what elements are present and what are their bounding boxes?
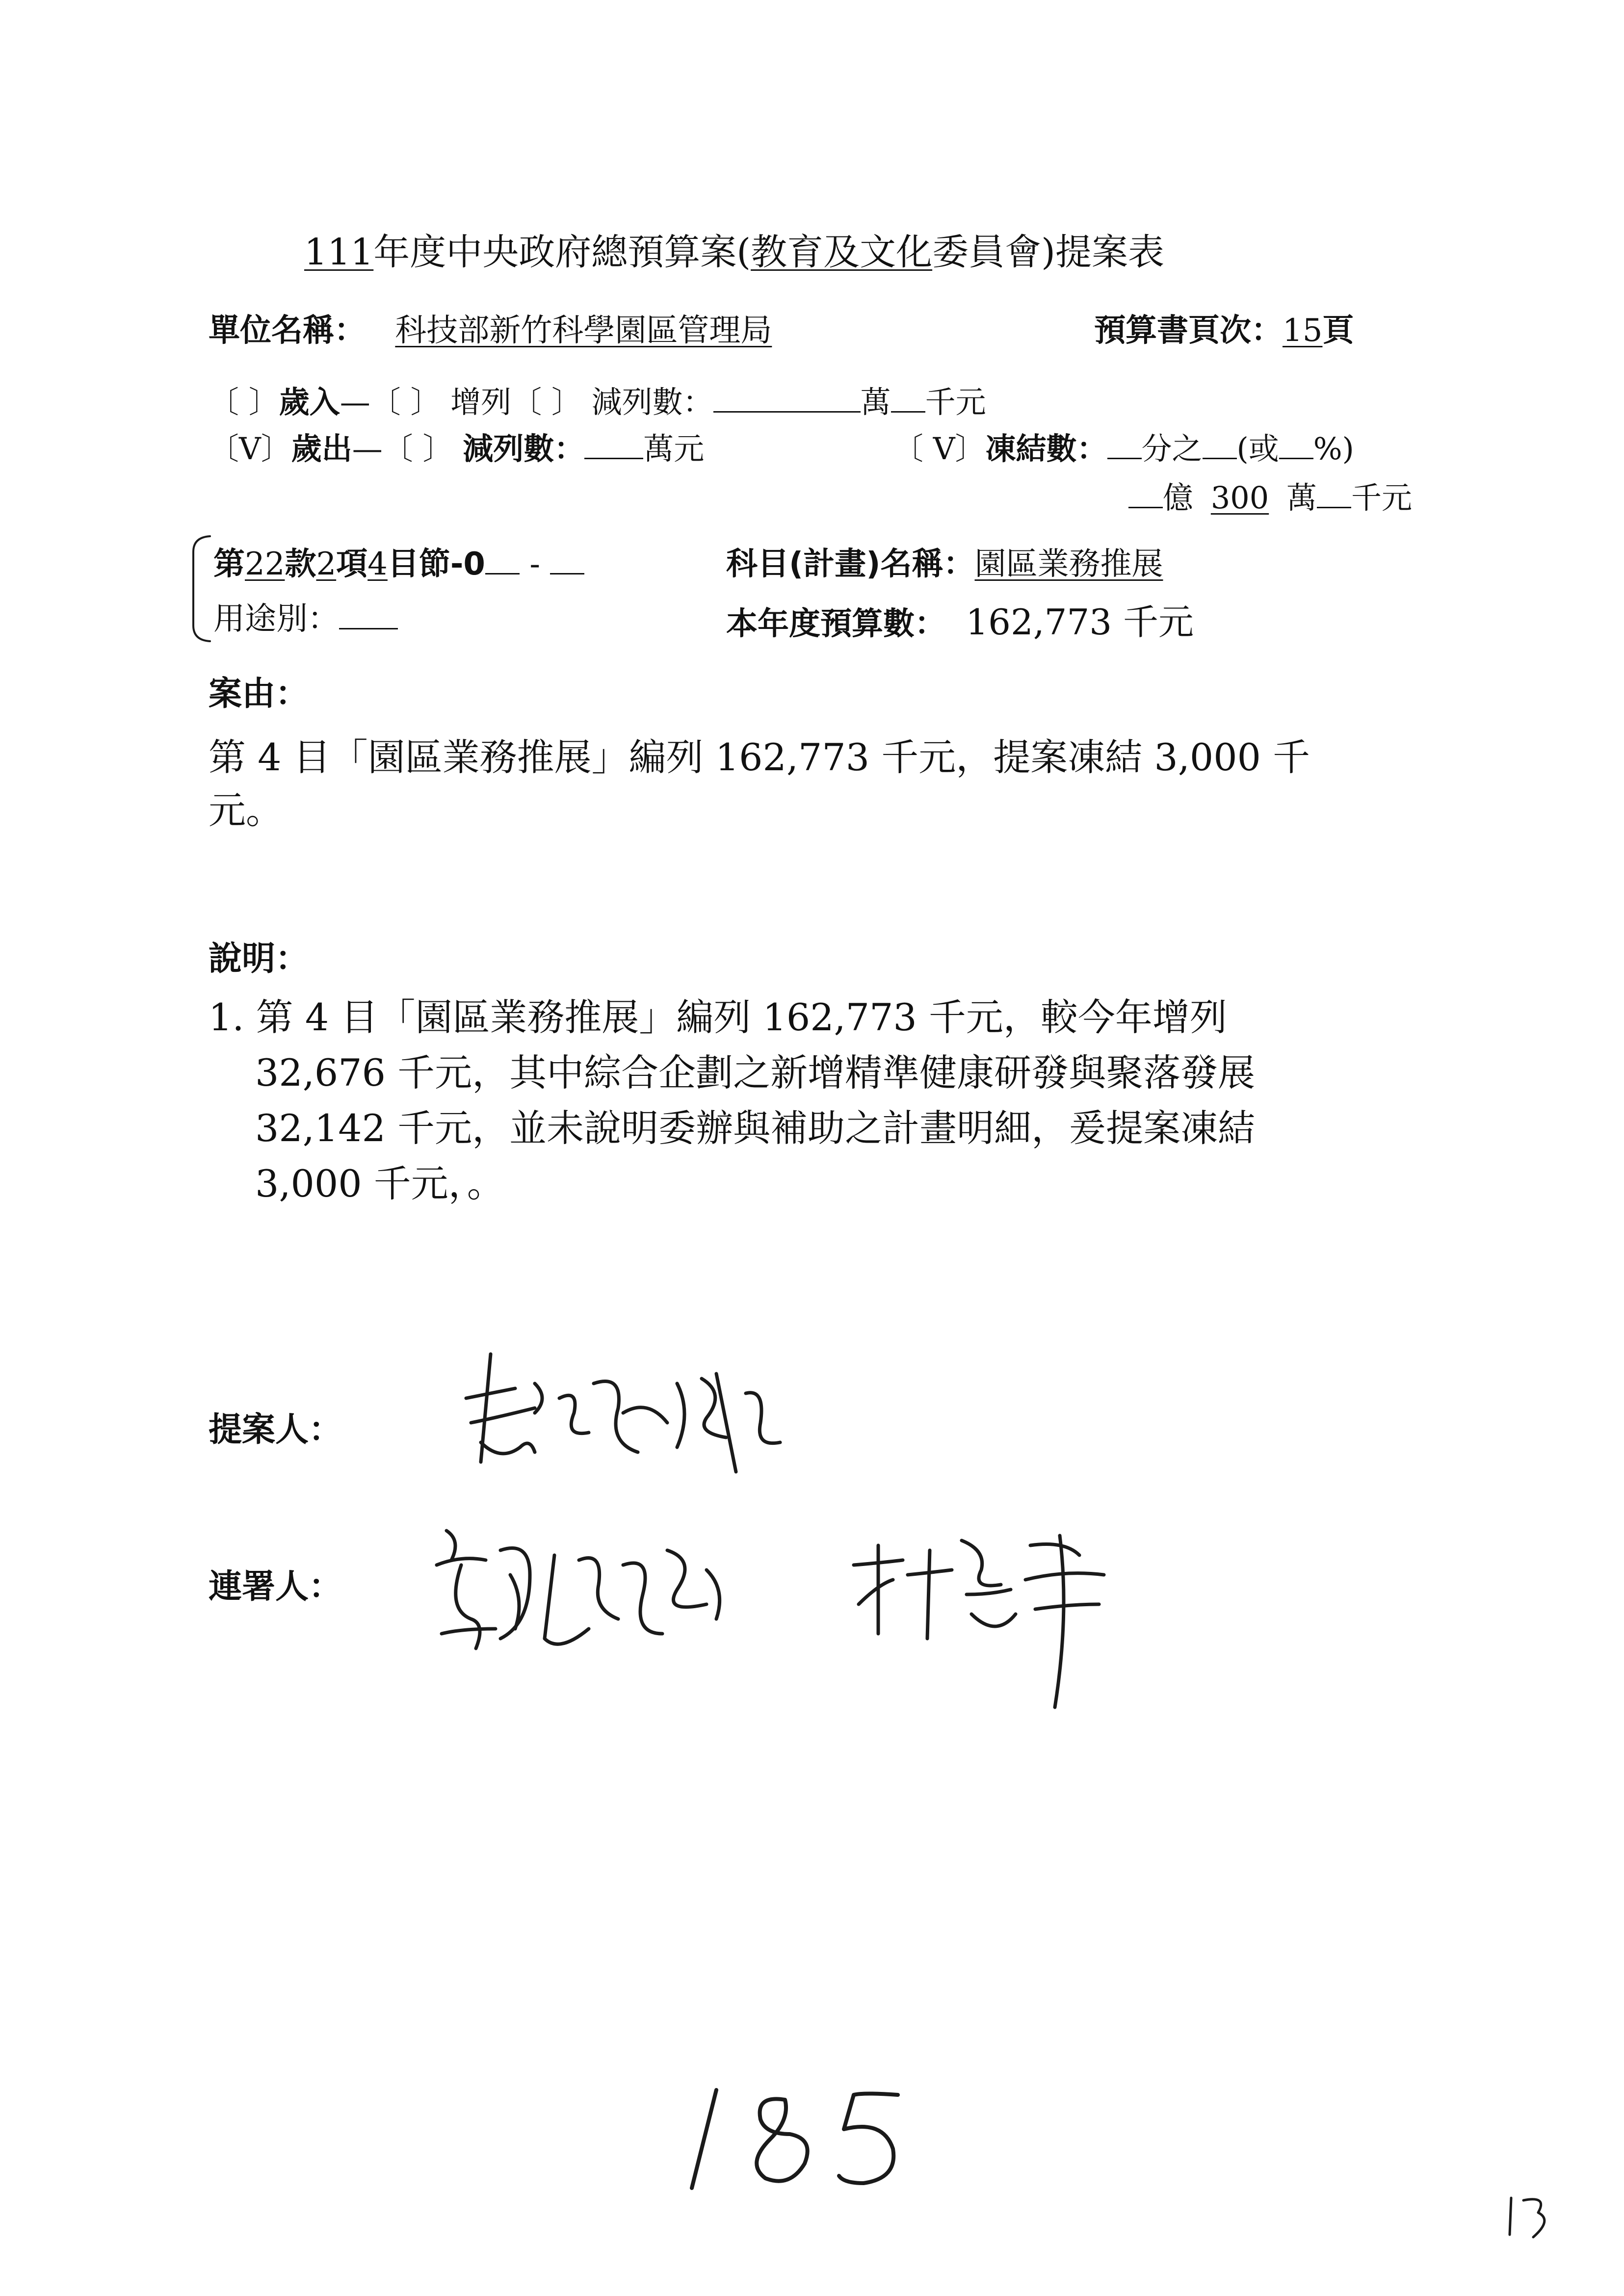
budget-value: 162,773 千元 bbox=[966, 601, 1194, 643]
increase-box: 〔 〕 bbox=[370, 384, 441, 420]
revenue-row bbox=[209, 378, 986, 421]
proposer-label: 提案人： bbox=[209, 1410, 342, 1449]
corner-mark bbox=[1506, 2198, 1550, 2238]
revenue-wan: 萬 bbox=[860, 384, 891, 420]
freeze-row bbox=[893, 424, 1354, 468]
title-part2: 委員會)提案表 bbox=[932, 231, 1164, 273]
expenditure-label: 歲出 bbox=[291, 431, 352, 467]
item-mu-no: 4 bbox=[367, 546, 388, 582]
freeze-huo: (或 bbox=[1236, 431, 1279, 467]
case-line-1: 第 4 目「園區業務推展」編列 162,773 千元，提案凍結 3,000 千 bbox=[209, 735, 1310, 779]
case-heading: 案由： bbox=[209, 675, 309, 713]
revenue-amount-blank bbox=[713, 384, 861, 413]
item-dash: - bbox=[529, 546, 540, 582]
freeze-den-blank bbox=[1203, 430, 1237, 459]
explanation-line-2: 32,676 千元，其中綜合企劃之新增精準健康研發與聚落發展 bbox=[255, 1051, 1256, 1095]
page-number bbox=[682, 2090, 869, 2204]
revenue-box: 〔 〕 bbox=[209, 384, 279, 420]
freeze-yi-blank bbox=[1128, 479, 1163, 508]
item-jie-blank bbox=[485, 546, 520, 574]
case-line-2: 元。 bbox=[209, 788, 283, 832]
freeze-amount-row bbox=[1128, 473, 1412, 517]
item-sub-blank bbox=[550, 546, 584, 574]
title-part1: 年度中央政府總預算案( bbox=[373, 231, 751, 273]
unit-row bbox=[209, 305, 935, 350]
budget-label: 本年度預算數： bbox=[726, 606, 946, 642]
subject-value: 園區業務推展 bbox=[974, 546, 1163, 582]
expenditure-dash: — bbox=[352, 431, 383, 467]
unit-value: 科技部新竹科學園區管理局 bbox=[395, 313, 772, 349]
cosigner-signature-2 bbox=[849, 1516, 1143, 1712]
page-ref-label: 預算書頁次： bbox=[1094, 313, 1283, 349]
item-kuan: 款 bbox=[285, 546, 316, 582]
cosigner-label: 連署人： bbox=[209, 1567, 342, 1606]
freeze-pct-blank bbox=[1279, 430, 1313, 459]
use-label: 用途別： bbox=[213, 601, 339, 637]
exp-wan-yuan: 萬元 bbox=[643, 431, 705, 467]
revenue-dash: — bbox=[340, 384, 370, 420]
decrease-box: 〔 〕 bbox=[511, 384, 582, 420]
freeze-qian-blank bbox=[1317, 479, 1351, 508]
exp-decrease-box: 〔 〕 bbox=[382, 431, 453, 467]
decrease-label: 減列數： bbox=[591, 384, 713, 420]
explanation-line-4: 3,000 千元，。 bbox=[255, 1162, 504, 1205]
page-ref bbox=[1094, 305, 1354, 350]
explanation-line-3: 32,142 千元，並未說明委辦與補助之計畫明細，爰提案凍結 bbox=[255, 1106, 1256, 1150]
proposer-signature bbox=[461, 1325, 805, 1487]
increase-label: 增列 bbox=[450, 384, 512, 420]
budget-row bbox=[726, 594, 1194, 645]
cosigner-signature-1 bbox=[432, 1511, 765, 1673]
exp-decrease-label: 減列數： bbox=[463, 431, 585, 467]
subject-label: 科目(計畫)名稱： bbox=[726, 546, 975, 582]
item-di: 第 bbox=[213, 546, 245, 582]
expenditure-row bbox=[209, 424, 704, 468]
title-committee: 教育及文化 bbox=[751, 231, 933, 273]
freeze-num-blank bbox=[1107, 430, 1142, 459]
explanation-line-1: 1. 第 4 目「園區業務推展」編列 162,773 千元，較今年增列 bbox=[209, 995, 1227, 1039]
freeze-wan: 萬 bbox=[1286, 480, 1317, 516]
freeze-yi: 億 bbox=[1163, 480, 1194, 516]
unit-label: 單位名稱： bbox=[209, 313, 366, 349]
use-row bbox=[213, 594, 398, 639]
form-title bbox=[304, 223, 1164, 275]
item-xiang-no: 2 bbox=[316, 546, 337, 582]
item-mu-jie: 目節-0 bbox=[387, 546, 485, 582]
subject-row bbox=[726, 539, 1163, 584]
revenue-label: 歲入 bbox=[279, 384, 340, 420]
item-xiang: 項 bbox=[336, 546, 368, 582]
title-year: 111 bbox=[304, 231, 374, 273]
freeze-percent: %) bbox=[1313, 431, 1354, 467]
freeze-box: 〔 V〕 bbox=[893, 431, 986, 467]
item-bracket bbox=[186, 532, 216, 645]
page-ref-suffix: 頁 bbox=[1322, 313, 1354, 349]
exp-amount-blank bbox=[584, 430, 643, 459]
freeze-label: 凍結數： bbox=[985, 431, 1107, 467]
revenue-qian-yuan: 千元 bbox=[925, 384, 986, 420]
freeze-qian-yuan: 千元 bbox=[1351, 480, 1413, 516]
item-kuan-no: 22 bbox=[245, 546, 285, 582]
explanation-heading: 說明： bbox=[209, 939, 309, 978]
freeze-amount-wan: 300 bbox=[1210, 480, 1269, 516]
freeze-fen-zhi: 分之 bbox=[1141, 431, 1203, 467]
page-ref-value: 15 bbox=[1283, 313, 1323, 349]
use-blank bbox=[339, 600, 398, 629]
expenditure-box: 〔V〕 bbox=[209, 431, 291, 467]
item-row bbox=[213, 539, 584, 584]
revenue-qian-blank bbox=[891, 384, 925, 413]
